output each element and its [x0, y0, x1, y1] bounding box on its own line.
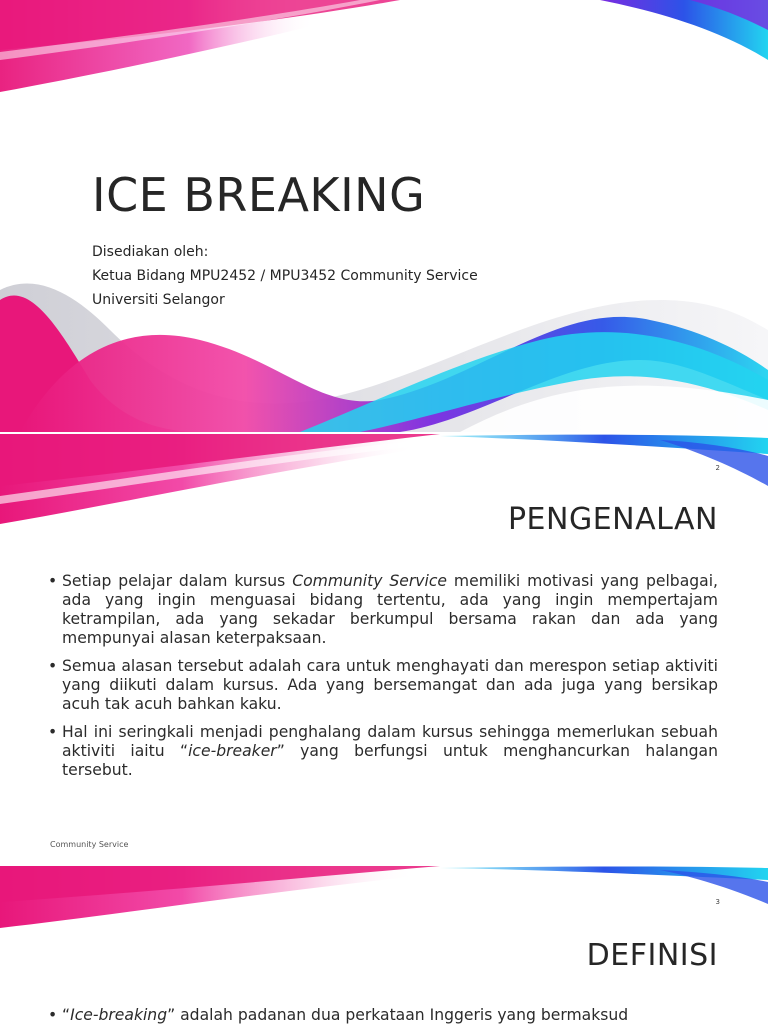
- title-slide: [0, 0, 768, 432]
- content-slide-pengenalan: [0, 434, 768, 866]
- slide-title: DEFINISI: [586, 938, 718, 973]
- list-item: • Hal ini seringkali menjadi penghalang dalam kursus sehingga memerlukan sebuah aktiviti iaitu “ice-breaker” yang berfungsi untuk menghancurkan halangan tersebut.: [48, 723, 718, 779]
- slide-title: PENGENALAN: [507, 502, 718, 537]
- slide-footer: Community Service: [50, 840, 129, 849]
- list-item: • Semua alasan tersebut adalah cara untuk menghayati dan merespon setiap aktiviti yang diikuti dalam kursus. Ada yang bersemangat dan ada juga yang bersikap acuh tak acuh bahkan kaku.: [48, 657, 718, 713]
- slide-title: ICE BREAKING: [92, 168, 426, 222]
- page-number: 3: [715, 898, 720, 906]
- subtitle-line: Disediakan oleh:: [92, 244, 209, 260]
- bullet-list: [48, 1006, 718, 1024]
- bullet-list: [48, 572, 718, 789]
- page-number: 2: [715, 464, 720, 472]
- ribbon-decoration: [0, 866, 768, 946]
- subtitle-line: Ketua Bidang MPU2452 / MPU3452 Community Service: [92, 268, 478, 284]
- slide-subtitle: [92, 240, 652, 312]
- subtitle-line: Universiti Selangor: [92, 292, 225, 308]
- content-slide-definisi: [0, 866, 768, 1024]
- list-item: • “Ice-breaking” adalah padanan dua perkataan Inggeris yang bermaksud: [48, 1006, 629, 1024]
- list-item: • Setiap pelajar dalam kursus Community Service memiliki motivasi yang pelbagai, ada yang ingin menguasai bidang tertentu, ada yang ingin mempertajam ketrampilan, ada yang sekadar berkumpul bersama rakan dan ada yang mempunyai alasan keterpaksaan.: [48, 572, 718, 647]
